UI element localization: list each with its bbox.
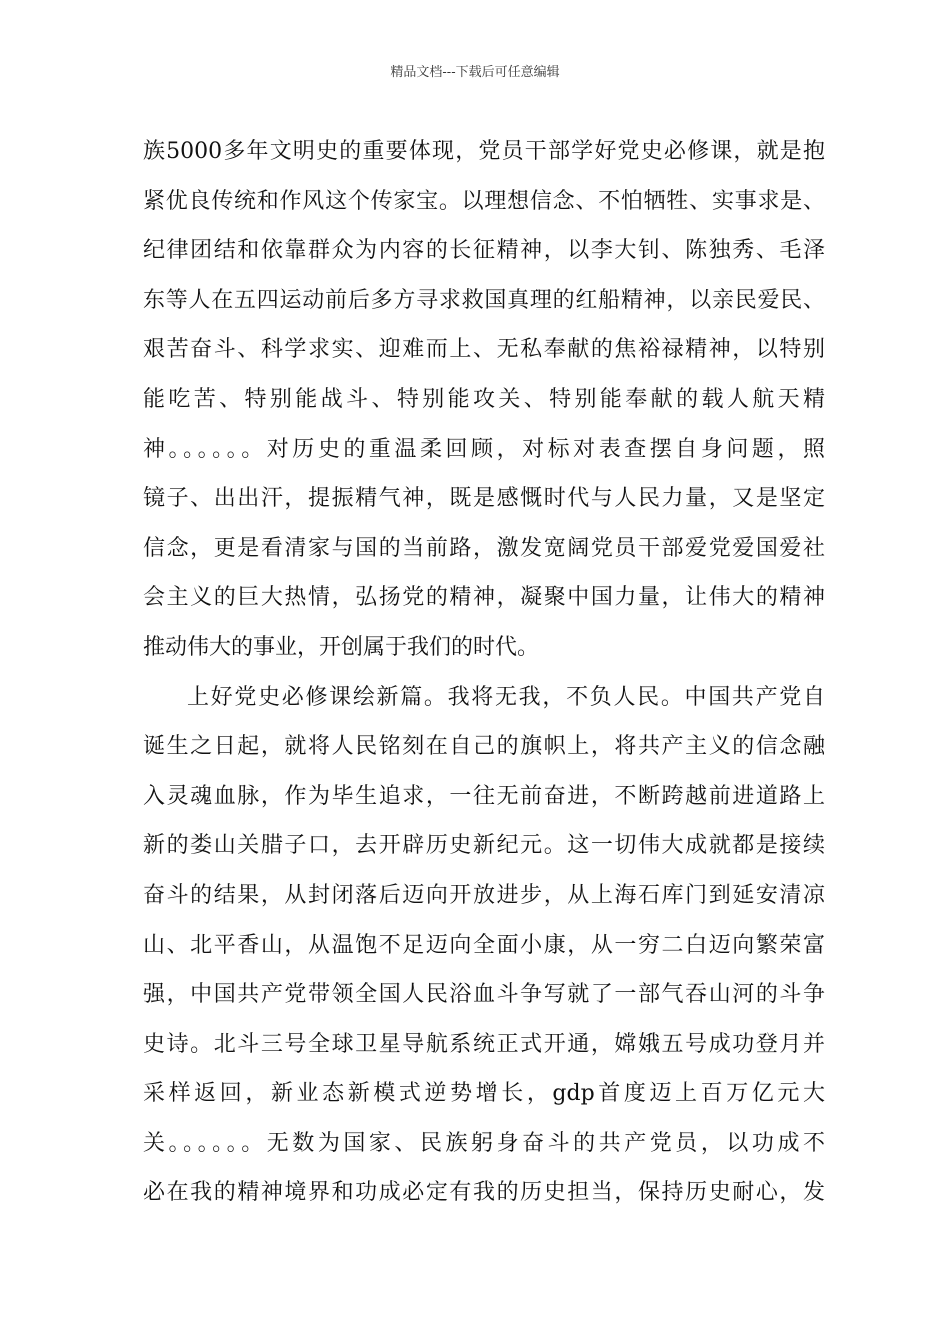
text-line: 山、北平香山，从温饱不足迈向全面小康，从一穷二白迈向繁荣富 — [143, 932, 825, 958]
text-line: 新的娄山关腊子口，去开辟历史新纪元。这一切伟大成就都是接续 — [143, 833, 825, 859]
text-line: 能吃苦、特别能战斗、特别能攻关、特别能奉献的载人航天精 — [143, 386, 825, 412]
text-line: 奋斗的结果，从封闭落后迈向开放进步，从上海石库门到延安清凉 — [143, 882, 825, 908]
text-line: 强，中国共产党带领全国人民浴血斗争写就了一部气吞山河的斗争 — [143, 982, 825, 1008]
page-header: 精品文档---下载后可任意编辑 — [390, 65, 560, 80]
text-line: 东等人在五四运动前后多方寻求救国真理的红船精神，以亲民爱民、 — [143, 287, 825, 313]
text-line: 必在我的精神境界和功成必定有我的历史担当，保持历史耐心，发 — [143, 1180, 825, 1206]
text-line: 纪律团结和依靠群众为内容的长征精神，以李大钊、陈独秀、毛泽 — [143, 238, 825, 264]
text-line: 镜子、出出汗，提振精气神，既是感慨时代与人民力量，又是坚定 — [143, 486, 825, 512]
text-line: 神。。。。。。对历史的重温柔回顾，对标对表查摆自身问题，照 — [143, 436, 825, 462]
text-line: 族5000多年文明史的重要体现，党员干部学好党史必修课，就是抱 — [143, 139, 825, 164]
text-line: 紧优良传统和作风这个传家宝。以理想信念、不怕牺牲、实事求是、 — [143, 188, 825, 214]
text-line: 推动伟大的事业，开创属于我们的时代。 — [143, 634, 540, 660]
text-line: 采样返回，新业态新模式逆势增长，gdp首度迈上百万亿元大 — [143, 1081, 825, 1107]
text-line: 艰苦奋斗、科学求实、迎难而上、无私奉献的焦裕禄精神，以特别 — [143, 337, 825, 363]
text-line: 关。。。。。。无数为国家、民族躬身奋斗的共产党员，以功成不 — [143, 1130, 825, 1156]
text-line: 会主义的巨大热情，弘扬党的精神，凝聚中国力量，让伟大的精神 — [143, 585, 825, 611]
text-line: 上好党史必修课绘新篇。我将无我，不负人民。中国共产党自 — [187, 684, 825, 710]
text-line: 信念，更是看清家与国的当前路，激发宽阔党员干部爱党爱国爱社 — [143, 535, 825, 561]
text-line: 入灵魂血脉，作为毕生追求，一往无前奋进，不断跨越前进道路上 — [143, 783, 825, 809]
document-body — [143, 127, 825, 1218]
text-line: 诞生之日起，就将人民铭刻在自己的旗帜上，将共产主义的信念融 — [143, 734, 825, 760]
text-line: 史诗。北斗三号全球卫星导航系统正式开通，嫦娥五号成功登月并 — [143, 1031, 825, 1057]
